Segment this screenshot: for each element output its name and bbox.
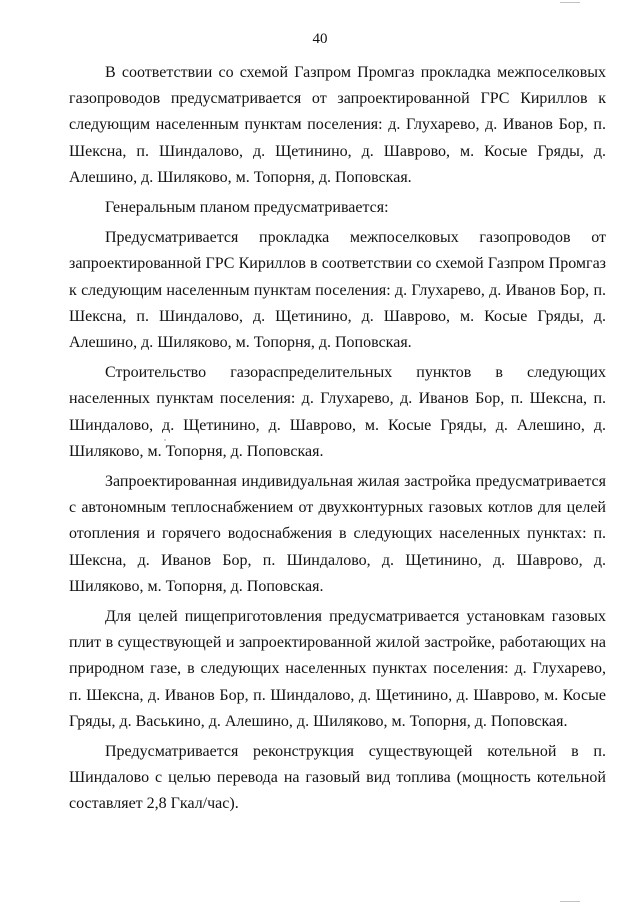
scan-artifact-top — [560, 2, 580, 3]
paragraph-gas-distribution-points: Строительство газораспределительных пунктов в следующих населенных пунктам поселения: д. Глухарево, д. Иванов Бор, п. Шексна, п. Шиндалово, д. Щетинино, д. Шаврово, м. Косые Гряды, д. Алешино, д. Шиляково, м. Топорня, д. Поповская. — [69, 364, 606, 460]
page-number: 40 — [312, 31, 328, 47]
paragraph-autonomous-heating: Запроектированная индивидуальная жилая застройка предусматривается с автономным теплоснабжением от двухконтурных газовых котлов для целей отопления и горячего водоснабжения в следующих населенных пунктах: п. Шексна, д. Иванов Бор, п. Шиндалово, д. Щетинино, д. Шаврово, д. Шиляково, м. Топорня, д. Поповская. — [69, 473, 606, 595]
paragraph-general-plan-intro: Генеральным планом предусматривается: — [105, 199, 389, 217]
scan-artifact-dot — [164, 439, 166, 441]
paragraph-pipeline-laying: Предусматривается прокладка межпоселковых газопроводов от запроектированной ГРС Кириллов в соответствии со схемой Газпром Промгаз к следующим населенным пунктам поселения: д. Глухарево, д. Иванов Бор, п. Шексна, п. Шиндалово, д. Щетинино, д. Шаврово, м. Косые Гряды, д. Алешино, д. Шиляково, м. Топорня, д. Поповская. — [69, 229, 606, 352]
document-body — [69, 60, 606, 818]
paragraph-gas-stoves: Для целей пищеприготовления предусматривается установкам газовых плит в существующей и запроектированной жилой застройке, работающих на природном газе, в следующих населенных пунктах поселения: д. Глухарево, п. Шексна, д. Иванов Бор, п. Шиндалово, д. Щетинино, д. Шаврово, м. Косые Гряды, д. Васькино, д. Алешино, д. Шиляково, м. Топорня, д. Поповская. — [69, 608, 606, 730]
paragraph-gazprom-scheme: В соответствии со схемой Газпром Промгаз прокладка межпоселковых газопроводов предусматривается от запроектированной ГРС Кириллов к следующим населенным пунктам поселения: д. Глухарево, д. Иванов Бор, п. Шексна, п. Шиндалово, д. Щетинино, д. Шаврово, м. Косые Гряды, д. Алешино, д. Шиляково, м. Топорня, д. Поповская. — [69, 64, 606, 186]
paragraph-boiler-reconstruction: Предусматривается реконструкция существующей котельной в п. Шиндалово с целью перевода на газовый вид топлива (мощность котельной составляет 2,8 Гкал/час). — [69, 743, 606, 813]
scan-artifact-bottom — [560, 901, 580, 902]
